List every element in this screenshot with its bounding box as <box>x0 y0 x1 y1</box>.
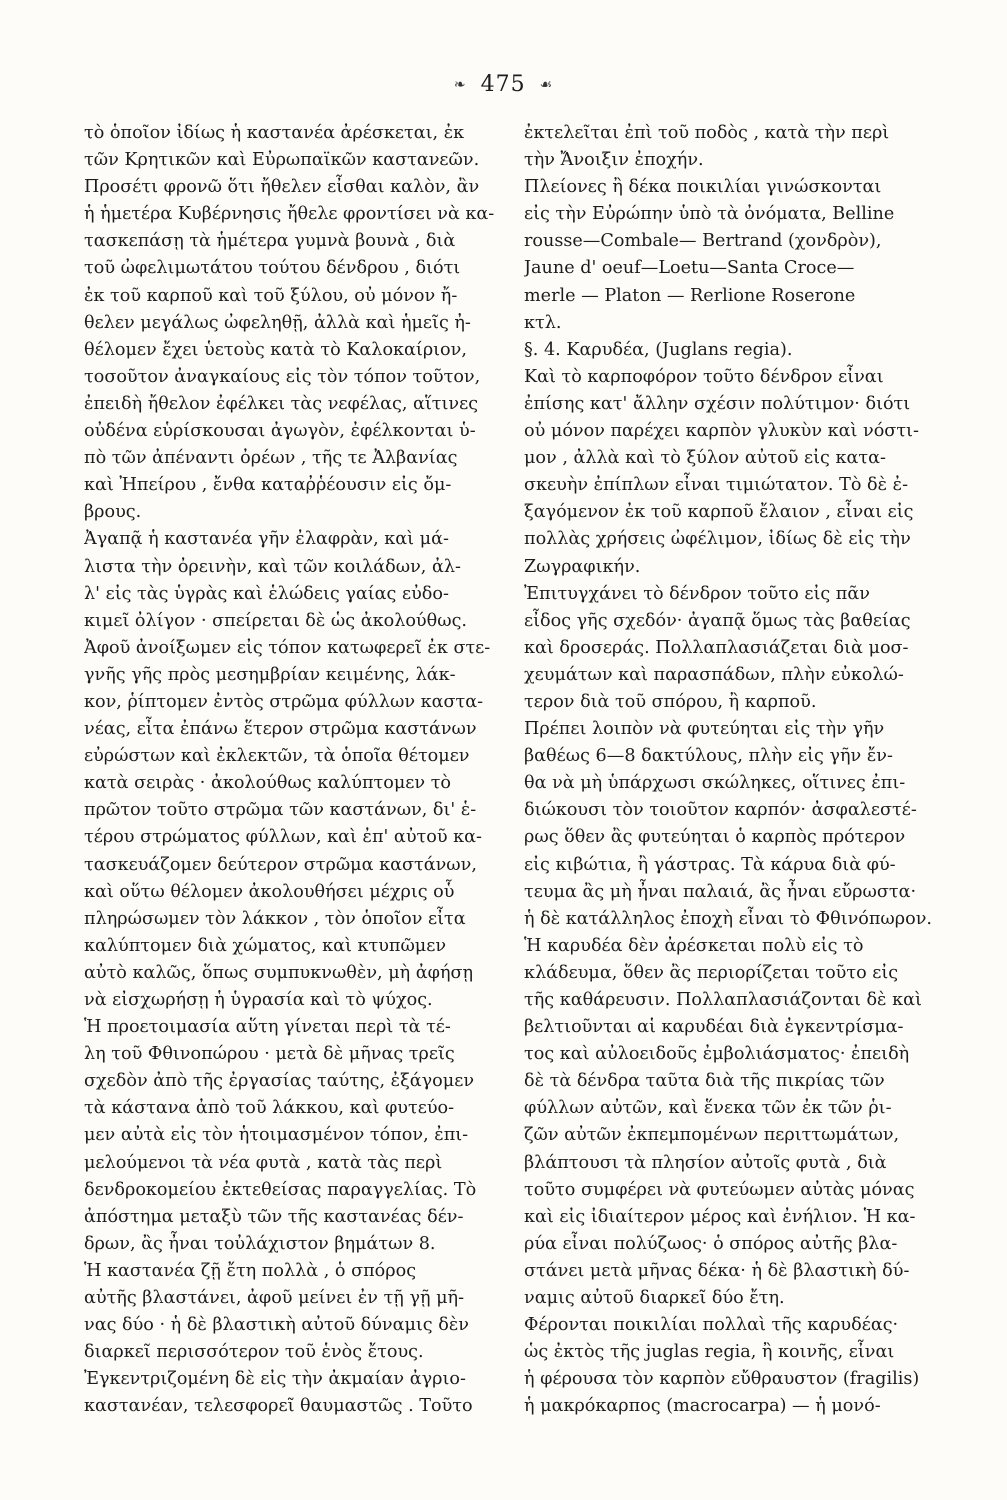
text-line: αὐτὸ καλῶς, ὅπως συμπυκνωθὲν, μὴ ἀφήσῃ <box>84 962 474 983</box>
page-header <box>0 72 1007 97</box>
text-line: καὶ Ἠπείρου , ἔνθα καταῤῥέουσιν εἰς ὄμ- <box>84 475 452 496</box>
text-line: βαθέως 6—8 δακτύλους, πλὴν εἰς γῆν ἔν- <box>524 746 893 767</box>
text-line: μελούμενοι τὰ νέα φυτὰ , κατὰ τὰς περὶ <box>84 1152 443 1173</box>
text-line: καστανέαν, τελεσφορεῖ θαυμαστῶς . Τοῦτο <box>84 1396 473 1417</box>
text-line: οὐ μόνον παρέχει καρπὸν γλυκὺν καὶ νόστι- <box>524 421 919 442</box>
text-line: Καὶ τὸ καρποφόρον τοῦτο δένδρον εἶναι <box>524 366 884 387</box>
text-line: τοῦτο συμφέρει νὰ φυτεύωμεν αὐτὰς μόνας <box>524 1179 915 1200</box>
text-line: ἐκ τοῦ καρποῦ καὶ τοῦ ξύλου, οὐ μόνον ἤ- <box>84 285 458 306</box>
text-line: μεν αὐτὰ εἰς τὸν ἡτοιμασμένον τόπον, ἐπι- <box>84 1125 469 1146</box>
text-line: εἰς τὴν Εὐρώπην ὑπὸ τὰ ὀνόματα, Belline <box>524 204 895 225</box>
text-line: τοσοῦτον ἀναγκαίους εἰς τὸν τόπον τοῦτον, <box>84 366 481 387</box>
text-line: τὴν Ἄνοιξιν ἐποχήν. <box>524 150 704 171</box>
page-number: 475 <box>480 72 526 97</box>
text-line: ἡ ἡμετέρα Κυβέρνησις ἤθελε φροντίσει νὰ κα- <box>84 204 494 225</box>
text-line: Ἐγκεντριζομένη δὲ εἰς τὴν ἀκμαίαν ἀγριο- <box>84 1369 466 1390</box>
text-line: ἐκτελεῖται ἐπὶ τοῦ ποδὸς , κατὰ τὴν περὶ <box>524 123 890 143</box>
text-line: ξαγόμενον ἐκ τοῦ καρποῦ ἔλαιον , εἶναι εἰς <box>524 502 914 523</box>
text-line: Ἡ προετοιμασία αὕτη γίνεται περὶ τὰ τέ- <box>84 1017 451 1038</box>
text-line: τὰ κάστανα ἀπὸ τοῦ λάκκου, καὶ φυτεύο- <box>84 1098 455 1119</box>
text-line: θα νὰ μὴ ὑπάρχωσι σκώληκες, οἵτινες ἐπι- <box>524 773 906 794</box>
text-line: τὸ ὁποῖον ἰδίως ἡ καστανέα ἀρέσκεται, ἐκ <box>84 123 465 143</box>
text-line: καὶ οὕτω θέλομεν ἀκολουθήσει μέχρις οὗ <box>84 881 455 902</box>
text-line: τῶν Κρητικῶν καὶ Εὐρωπαϊκῶν καστανεῶν. <box>84 150 480 171</box>
text-line: ἡ μακρόκαρπος (macrocarpa) — ἡ μονό- <box>524 1396 881 1417</box>
text-line: ναμις αὐτοῦ διαρκεῖ δύο ἔτη. <box>524 1288 785 1309</box>
text-line: ζῶν αὐτῶν ἐκπεμπομένων περιττωμάτων, <box>524 1125 900 1146</box>
text-line: δενδροκομείου ἐκτεθείσας παραγγελίας. Τὸ <box>84 1179 477 1200</box>
text-line: διαρκεῖ περισσότερον τοῦ ἑνὸς ἔτους. <box>84 1342 424 1363</box>
text-line: Πλείονες ἢ δέκα ποικιλίαι γινώσκονται <box>524 177 882 198</box>
text-line: ἡ φέρουσα τὸν καρπὸν εὔθραυστον (fragilis) <box>524 1369 920 1390</box>
text-line: Jaune d' oeuf—Loetu—Santa Croce— <box>524 258 855 279</box>
text-line: πολλὰς χρήσεις ὠφέλιμον, ἰδίως δὲ εἰς τὴν <box>524 529 911 550</box>
text-line: Ζωγραφικήν. <box>524 556 641 577</box>
text-line: Ἡ καστανέα ζῇ ἔτη πολλὰ , ὁ σπόρος <box>84 1260 417 1281</box>
text-line: βλάπτουσι τὰ πλησίον αὐτοῖς φυτὰ , διὰ <box>524 1152 887 1173</box>
text-line: Ἡ καρυδέα δὲν ἀρέσκεται πολὺ εἰς τὸ <box>524 935 864 956</box>
text-line: λη τοῦ Φθινοπώρου · μετὰ δὲ μῆνας τρεῖς <box>84 1044 455 1065</box>
text-line: οὐδένα εὑρίσκουσαι ἀγωγὸν, ἐφέλκονται ὑ- <box>84 421 476 442</box>
text-line: μον , ἀλλὰ καὶ τὸ ξύλον αὐτοῦ εἰς κατα- <box>524 448 886 469</box>
text-line: δρων, ἂς ἦναι τοὐλάχιστον βημάτων 8. <box>84 1233 436 1254</box>
text-line: merle — Platon — Rerlione Roserone <box>524 285 856 306</box>
left-text-column <box>84 120 494 1421</box>
ornament-left: ❧ <box>453 77 467 93</box>
text-line: τερον διὰ τοῦ σπόρου, ἢ καρποῦ. <box>524 691 817 712</box>
text-line: ἡ δὲ κατάλληλος ἐποχὴ εἶναι τὸ Φθινόπωρον. <box>524 908 933 929</box>
text-line: καὶ εἰς ἰδιαίτερον μέρος καὶ ἐνήλιον. Ἡ κα- <box>524 1206 916 1227</box>
text-line: νέας, εἶτα ἐπάνω ἕτερον στρῶμα καστάνων <box>84 719 477 740</box>
text-line: καλύπτομεν διὰ χώματος, καὶ κτυπῶμεν <box>84 935 447 956</box>
text-line: πληρώσωμεν τὸν λάκκον , τὸν ὁποῖον εἶτα <box>84 908 466 929</box>
text-line: ἐπειδὴ ἤθελον ἐφέλκει τὰς νεφέλας, αἵτινες <box>84 393 479 414</box>
text-line: λιστα τὴν ὀρεινὴν, καὶ τῶν κοιλάδων, ἀλ- <box>84 556 461 577</box>
text-line: διώκουσι τὸν τοιοῦτον καρπόν· ἀσφαλεστέ- <box>524 800 917 821</box>
text-line: ὡς ἐκτὸς τῆς juglas regia, ἢ κοινῆς, εἶναι <box>524 1342 895 1363</box>
text-line: σχεδὸν ἀπὸ τῆς ἐργασίας ταύτης, ἐξάγομεν <box>84 1071 475 1092</box>
text-line: rousse—Combale— Bertrand (χονδρὸν), <box>524 231 882 252</box>
text-line: κιμεῖ ὀλίγον · σπείρεται δὲ ὡς ἀκολούθως. <box>84 610 468 631</box>
text-line: αὐτῆς βλαστάνει, ἀφοῦ μείνει ἐν τῇ γῇ μῆ- <box>84 1288 465 1309</box>
text-line: κτλ. <box>524 312 562 333</box>
text-line: λ' εἰς τὰς ὑγρὰς καὶ ἑλώδεις γαίας εὐδο- <box>84 583 449 604</box>
text-line: σκευὴν ἐπίπλων εἶναι τιμιώτατον. Τὸ δὲ ἐ- <box>524 475 909 496</box>
text-line: Ἀφοῦ ἀνοίξωμεν εἰς τόπον κατωφερεῖ ἐκ στε- <box>84 637 491 658</box>
text-line: Ἀγαπᾷ ἡ καστανέα γῆν ἐλαφρὰν, καὶ μά- <box>84 529 449 550</box>
text-line: §. 4. Καρυδέα, (Juglans regia). <box>524 339 793 360</box>
text-line: ἀπόστημα μεταξὺ τῶν τῆς καστανέας δέν- <box>84 1206 464 1227</box>
text-line: Φέρονται ποικιλίαι πολλαὶ τῆς καρυδέας· <box>524 1315 899 1336</box>
text-line: εἰς κιβώτια, ἢ γάστρας. Τὰ κάρυα διὰ φύ- <box>524 854 896 875</box>
text-line: εὐρώστων καὶ ἐκλεκτῶν, τὰ ὁποῖα θέτομεν <box>84 746 470 767</box>
text-line: Προσέτι φρονῶ ὅτι ἤθελεν εἶσθαι καλὸν, ἂν <box>84 177 480 198</box>
text-line: βελτιοῦνται αἱ καρυδέαι διὰ ἐγκεντρίσμα- <box>524 1017 904 1038</box>
text-line: κλάδευμα, ὅθεν ἂς περιορίζεται τοῦτο εἰς <box>524 962 899 983</box>
text-line: τοῦ ὠφελιμωτάτου τούτου δένδρου , διότι <box>84 258 461 279</box>
text-line: τασκευάζομεν δεύτερον στρῶμα καστάνων, <box>84 854 477 875</box>
text-line: δὲ τὰ δένδρα ταῦτα διὰ τῆς πικρίας τῶν <box>524 1071 885 1092</box>
text-line: εἶδος γῆς σχεδόν· ἀγαπᾷ ὅμως τὰς βαθείας <box>524 610 911 631</box>
text-line: τῆς καθάρευσιν. Πολλαπλασιάζονται δὲ καὶ <box>524 990 922 1010</box>
text-line: γνῆς γῆς πρὸς μεσημβρίαν κειμένης, λάκ- <box>84 664 456 685</box>
text-line: θέλομεν ἔχει ὑετοὺς κατὰ τὸ Καλοκαίριον, <box>84 339 467 360</box>
text-line: τασκεπάσῃ τὰ ἡμέτερα γυμνὰ βουνὰ , διὰ <box>84 231 456 252</box>
text-line: ρως ὅθεν ἂς φυτεύηται ὁ καρπὸς πρότερον <box>524 827 906 848</box>
text-line: Πρέπει λοιπὸν νὰ φυτεύηται εἰς τὴν γῆν <box>524 719 885 740</box>
right-text-column <box>524 120 934 1421</box>
text-line: νὰ εἰσχωρήσῃ ἡ ὑγρασία καὶ τὸ ψύχος. <box>84 990 433 1010</box>
text-line: καὶ δροσεράς. Πολλαπλασιάζεται διὰ μοσ- <box>524 637 909 658</box>
text-line: βρους. <box>84 502 142 523</box>
text-line: κατὰ σειρὰς · ἀκολούθως καλύπτομεν τὸ <box>84 773 452 794</box>
text-line: Ἐπιτυγχάνει τὸ δένδρον τοῦτο εἰς πᾶν <box>524 583 870 604</box>
text-line: ἐπίσης κατ' ἄλλην σχέσιν πολύτιμον· διότι <box>524 393 911 414</box>
ornament-right: ☙ <box>539 77 554 93</box>
text-line: ρύα εἶναι πολύζωος· ὁ σπόρος αὐτῆς βλα- <box>524 1233 898 1254</box>
text-line: πὸ τῶν ἀπέναντι ὀρέων , τῆς τε Ἀλβανίας <box>84 448 458 469</box>
text-line: τέρου στρώματος φύλλων, καὶ ἐπ' αὐτοῦ κα- <box>84 827 482 848</box>
text-line: στάνει μετὰ μῆνας δέκα· ἡ δὲ βλαστικὴ δύ- <box>524 1260 910 1281</box>
text-line: τευμα ἂς μὴ ἦναι παλαιά, ἂς ἦναι εὔρωστα· <box>524 881 917 902</box>
text-line: θελεν μεγάλως ὠφεληθῇ, ἀλλὰ καὶ ἡμεῖς ἠ- <box>84 312 471 333</box>
text-line: νας δύο · ἡ δὲ βλαστικὴ αὐτοῦ δύναμις δὲν <box>84 1315 469 1336</box>
text-line: χευμάτων καὶ παρασπάδων, πλὴν εὐκολώ- <box>524 664 904 685</box>
text-line: κον, ῥίπτομεν ἐντὸς στρῶμα φύλλων καστα- <box>84 691 484 712</box>
text-line: φύλλων αὐτῶν, καὶ ἕνεκα τῶν ἐκ τῶν ῥι- <box>524 1098 892 1119</box>
text-line: τος καὶ αὐλοειδοῦς ἐμβολιάσματος· ἐπειδὴ <box>524 1044 910 1065</box>
text-line: πρῶτον τοῦτο στρῶμα τῶν καστάνων, δι' ἑ- <box>84 800 477 821</box>
